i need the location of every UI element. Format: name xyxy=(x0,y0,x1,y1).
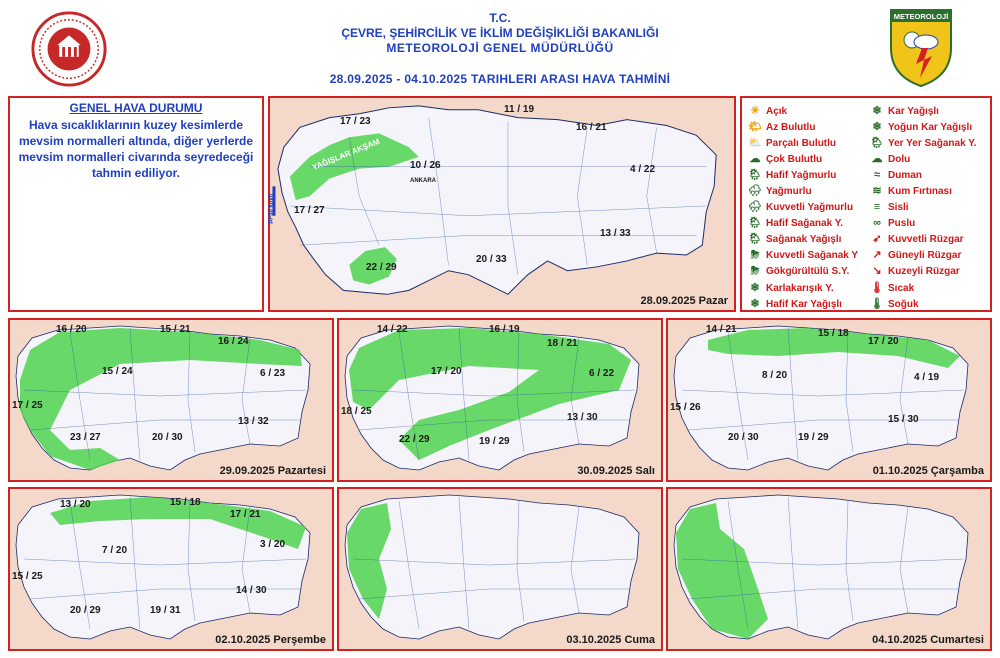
annotation-wind-speed: 30-50 km/h xyxy=(268,193,275,225)
temp-label: 20 / 30 xyxy=(728,432,759,443)
legend-label: Sisli xyxy=(888,202,909,214)
hot-icon: 🌡 xyxy=(870,281,884,294)
heavy-snow-icon: ❄ xyxy=(872,120,882,133)
temp-label: 17 / 21 xyxy=(230,509,261,520)
temp-label: 14 / 21 xyxy=(706,324,737,335)
temp-label: 17 / 25 xyxy=(12,400,43,411)
temp-label: 15 / 21 xyxy=(160,324,191,335)
day-map-date: 04.10.2025 Cumartesi xyxy=(872,634,984,646)
legend-label: Yoğun Kar Yağışlı xyxy=(888,121,973,133)
temp-label: 19 / 29 xyxy=(479,436,510,447)
temp-label: 22 / 29 xyxy=(399,434,430,445)
legend-item xyxy=(870,296,977,312)
sun-small-cloud-icon: 🌤 xyxy=(748,120,762,133)
south-wind-icon: ↗ xyxy=(872,249,882,262)
partly-cloudy-icon: ⛅ xyxy=(748,136,762,149)
turkey-land xyxy=(278,106,716,294)
temp-label: 17 / 20 xyxy=(868,336,899,347)
legend-label: Kar Yağışlı xyxy=(888,105,939,117)
temp-label: 23 / 27 xyxy=(70,432,101,443)
turkey-map-small xyxy=(339,320,661,480)
header-ministry: ÇEVRE, ŞEHİRCİLİK VE İKLİM DEĞİŞİKLİĞİ BAKANLIĞI xyxy=(341,26,659,40)
legend-label: Hafif Kar Yağışlı xyxy=(766,298,842,310)
meteoroloji-logo xyxy=(888,8,954,88)
temp-label: 20 / 29 xyxy=(70,605,101,616)
main-forecast-map xyxy=(268,96,736,312)
legend-label: Dolu xyxy=(888,153,911,165)
legend-item xyxy=(748,167,858,183)
legend-item xyxy=(870,151,977,167)
temp-label: 16 / 19 xyxy=(489,324,520,335)
temp-label: 13 / 20 xyxy=(60,499,91,510)
temp-label: 4 / 22 xyxy=(630,164,656,175)
day-map-6 xyxy=(666,487,992,651)
day-map-2 xyxy=(337,318,663,482)
strong-wind-icon: ➶ xyxy=(872,233,882,246)
temp-label: 18 / 25 xyxy=(341,406,372,417)
turkey-map-small xyxy=(10,489,332,649)
legend-label: Çok Bulutlu xyxy=(766,153,823,165)
legend-item xyxy=(870,200,977,216)
rain-icon: 🌧 xyxy=(748,185,762,198)
legend-item xyxy=(748,200,858,216)
temp-label: 17 / 20 xyxy=(431,366,462,377)
legend-label: Güneyli Rüzgar xyxy=(888,250,962,262)
day-map-date: 29.09.2025 Pazartesi xyxy=(219,465,326,477)
temp-label: 8 / 20 xyxy=(762,370,788,381)
temp-label: 18 / 21 xyxy=(547,338,578,349)
legend-label: Soğuk xyxy=(888,298,919,310)
general-weather-text: Hava sıcaklıklarının kuzey kesimlerde mevsim normalleri altında, diğer yerlerde mevsim normalleri civarında seyredeceği tahmin ediliyor. xyxy=(18,118,254,180)
day-map-date: 01.10.2025 Çarşamba xyxy=(872,465,984,477)
legend-item xyxy=(748,216,858,232)
temp-label: 4 / 19 xyxy=(914,372,940,383)
annotation-evening-rain: YAĞIŞLAR AKŞAM xyxy=(310,136,381,173)
legend-item xyxy=(748,103,858,119)
temp-label: 17 / 27 xyxy=(294,205,325,216)
heavy-rain-icon: 🌧 xyxy=(748,201,762,214)
temp-label: 7 / 20 xyxy=(102,545,128,556)
day-map-3 xyxy=(666,318,992,482)
legend-item xyxy=(748,151,858,167)
legend-label: Açık xyxy=(766,105,788,117)
legend-item xyxy=(748,248,858,264)
sandstorm-icon: ≋ xyxy=(872,185,882,198)
legend-item xyxy=(870,103,977,119)
legend-label: Yağmurlu xyxy=(766,186,812,198)
legend-label: Duman xyxy=(888,169,922,181)
city-label: ANKARA xyxy=(410,178,436,184)
temp-label: 15 / 25 xyxy=(12,571,43,582)
sun-icon: ☀ xyxy=(750,104,760,117)
temp-label: 22 / 29 xyxy=(366,262,397,273)
day-map-1 xyxy=(8,318,334,482)
legend-item xyxy=(748,296,858,312)
turkey-map-main xyxy=(270,98,734,310)
legend-label: Hafif Sağanak Y. xyxy=(766,218,844,230)
legend-item xyxy=(748,280,858,296)
legend-item xyxy=(870,216,977,232)
meteoroloji-logo-text: METEOROLOJİ xyxy=(893,12,949,21)
legend-item xyxy=(748,119,858,135)
forecast-period-title: 28.09.2025 - 04.10.2025 TARIHLERI ARASI HAVA TAHMİNİ xyxy=(329,72,671,86)
thunderstorm-icon: ⛈ xyxy=(750,265,760,278)
temp-label: 15 / 18 xyxy=(818,328,849,339)
temp-label: 16 / 24 xyxy=(218,336,249,347)
sleet-icon: ❄ xyxy=(750,281,760,294)
temp-label: 15 / 24 xyxy=(102,366,133,377)
legend-label: Puslu xyxy=(888,218,916,230)
legend-label: Yer Yer Sağanak Y. xyxy=(888,137,977,149)
legend-label: Gökgürültülü S.Y. xyxy=(766,266,850,278)
day-map-date: 02.10.2025 Perşembe xyxy=(215,634,326,646)
temp-label: 6 / 23 xyxy=(260,368,286,379)
temp-label: 15 / 18 xyxy=(170,497,201,508)
turkey-map-small xyxy=(668,489,990,649)
light-shower-icon: 🌦 xyxy=(748,217,762,230)
temp-label: 10 / 26 xyxy=(410,160,441,171)
legend-label: Kum Fırtınası xyxy=(888,186,952,198)
shower-icon: 🌦 xyxy=(748,233,762,246)
legend-label: Karlakarışık Y. xyxy=(766,282,834,294)
temp-label: 14 / 22 xyxy=(377,324,408,335)
legend-label: Az Bulutlu xyxy=(766,121,816,133)
legend-column-left xyxy=(748,103,858,312)
haze-icon: ∞ xyxy=(873,217,881,230)
legend-label: Sıcak xyxy=(888,282,915,294)
legend-item xyxy=(748,135,858,151)
day-map-5 xyxy=(337,487,663,651)
temp-label: 11 / 19 xyxy=(504,104,535,115)
temp-label: 16 / 20 xyxy=(56,324,87,335)
legend-label: Sağanak Yağışlı xyxy=(766,234,842,246)
day-map-date: 03.10.2025 Cuma xyxy=(566,634,655,646)
legend-item xyxy=(870,183,977,199)
temp-label: 13 / 30 xyxy=(567,412,598,423)
temp-label: 6 / 22 xyxy=(589,368,615,379)
legend-box xyxy=(740,96,992,312)
day-map-4 xyxy=(8,487,334,651)
legend-item xyxy=(870,119,977,135)
snow-icon: ❄ xyxy=(872,104,882,117)
legend-label: Kuvvetli Sağanak Y xyxy=(766,250,859,262)
legend-column-right xyxy=(870,103,977,312)
legend-item xyxy=(870,167,977,183)
legend-item xyxy=(870,135,977,151)
light-snow-icon: ❄ xyxy=(750,297,760,310)
turkey-map-small xyxy=(668,320,990,480)
north-wind-icon: ↘ xyxy=(872,265,882,278)
legend-label: Hafif Yağmurlu xyxy=(766,169,837,181)
turkey-map-small xyxy=(10,320,332,480)
temp-label: 19 / 31 xyxy=(150,605,181,616)
legend-item xyxy=(870,280,977,296)
legend-item xyxy=(748,232,858,248)
smoke-icon: ≈ xyxy=(873,168,881,181)
temp-label: 13 / 33 xyxy=(600,228,631,239)
legend-label: Kuzeyli Rüzgar xyxy=(888,266,960,278)
legend-label: Parçalı Bulutlu xyxy=(766,137,837,149)
scattered-shower-icon: 🌦 xyxy=(870,136,884,149)
main-map-date: 28.09.2025 Pazar xyxy=(640,295,728,307)
temp-label: 16 / 21 xyxy=(576,122,607,133)
day-map-date: 30.09.2025 Salı xyxy=(577,465,655,477)
temp-label: 3 / 20 xyxy=(260,539,286,550)
turkey-land xyxy=(345,495,639,639)
temp-label: 15 / 30 xyxy=(888,414,919,425)
cloudy-icon: ☁ xyxy=(749,152,761,165)
temp-label: 14 / 30 xyxy=(236,585,267,596)
legend-item xyxy=(870,232,977,248)
general-weather-box xyxy=(8,96,264,312)
header-directorate: METEOROLOJİ GENEL MÜDÜRLÜĞÜ xyxy=(386,41,614,55)
temp-label: 13 / 32 xyxy=(238,416,269,427)
legend-item xyxy=(748,183,858,199)
light-rain-icon: 🌦 xyxy=(748,168,762,181)
temp-label: 15 / 26 xyxy=(670,402,701,413)
legend-item xyxy=(748,264,858,280)
temp-label: 20 / 30 xyxy=(152,432,183,443)
temp-label: 20 / 33 xyxy=(476,254,507,265)
legend-item xyxy=(870,264,977,280)
header xyxy=(0,0,1000,95)
heavy-shower-icon: ⛈ xyxy=(750,249,760,262)
general-weather-title: GENEL HAVA DURUMU xyxy=(69,101,203,115)
fog-icon: ≡ xyxy=(873,201,881,214)
cold-icon: 🌡 xyxy=(870,297,884,310)
turkey-map-small xyxy=(339,489,661,649)
temp-label: 19 / 29 xyxy=(798,432,829,443)
header-line-1: T.C. xyxy=(489,11,511,25)
hail-icon: ☁ xyxy=(871,152,883,165)
legend-item xyxy=(870,248,977,264)
legend-label: Kuvvetli Rüzgar xyxy=(888,234,964,246)
temp-label: 17 / 23 xyxy=(340,116,371,127)
legend-label: Kuvvetli Yağmurlu xyxy=(766,202,854,214)
